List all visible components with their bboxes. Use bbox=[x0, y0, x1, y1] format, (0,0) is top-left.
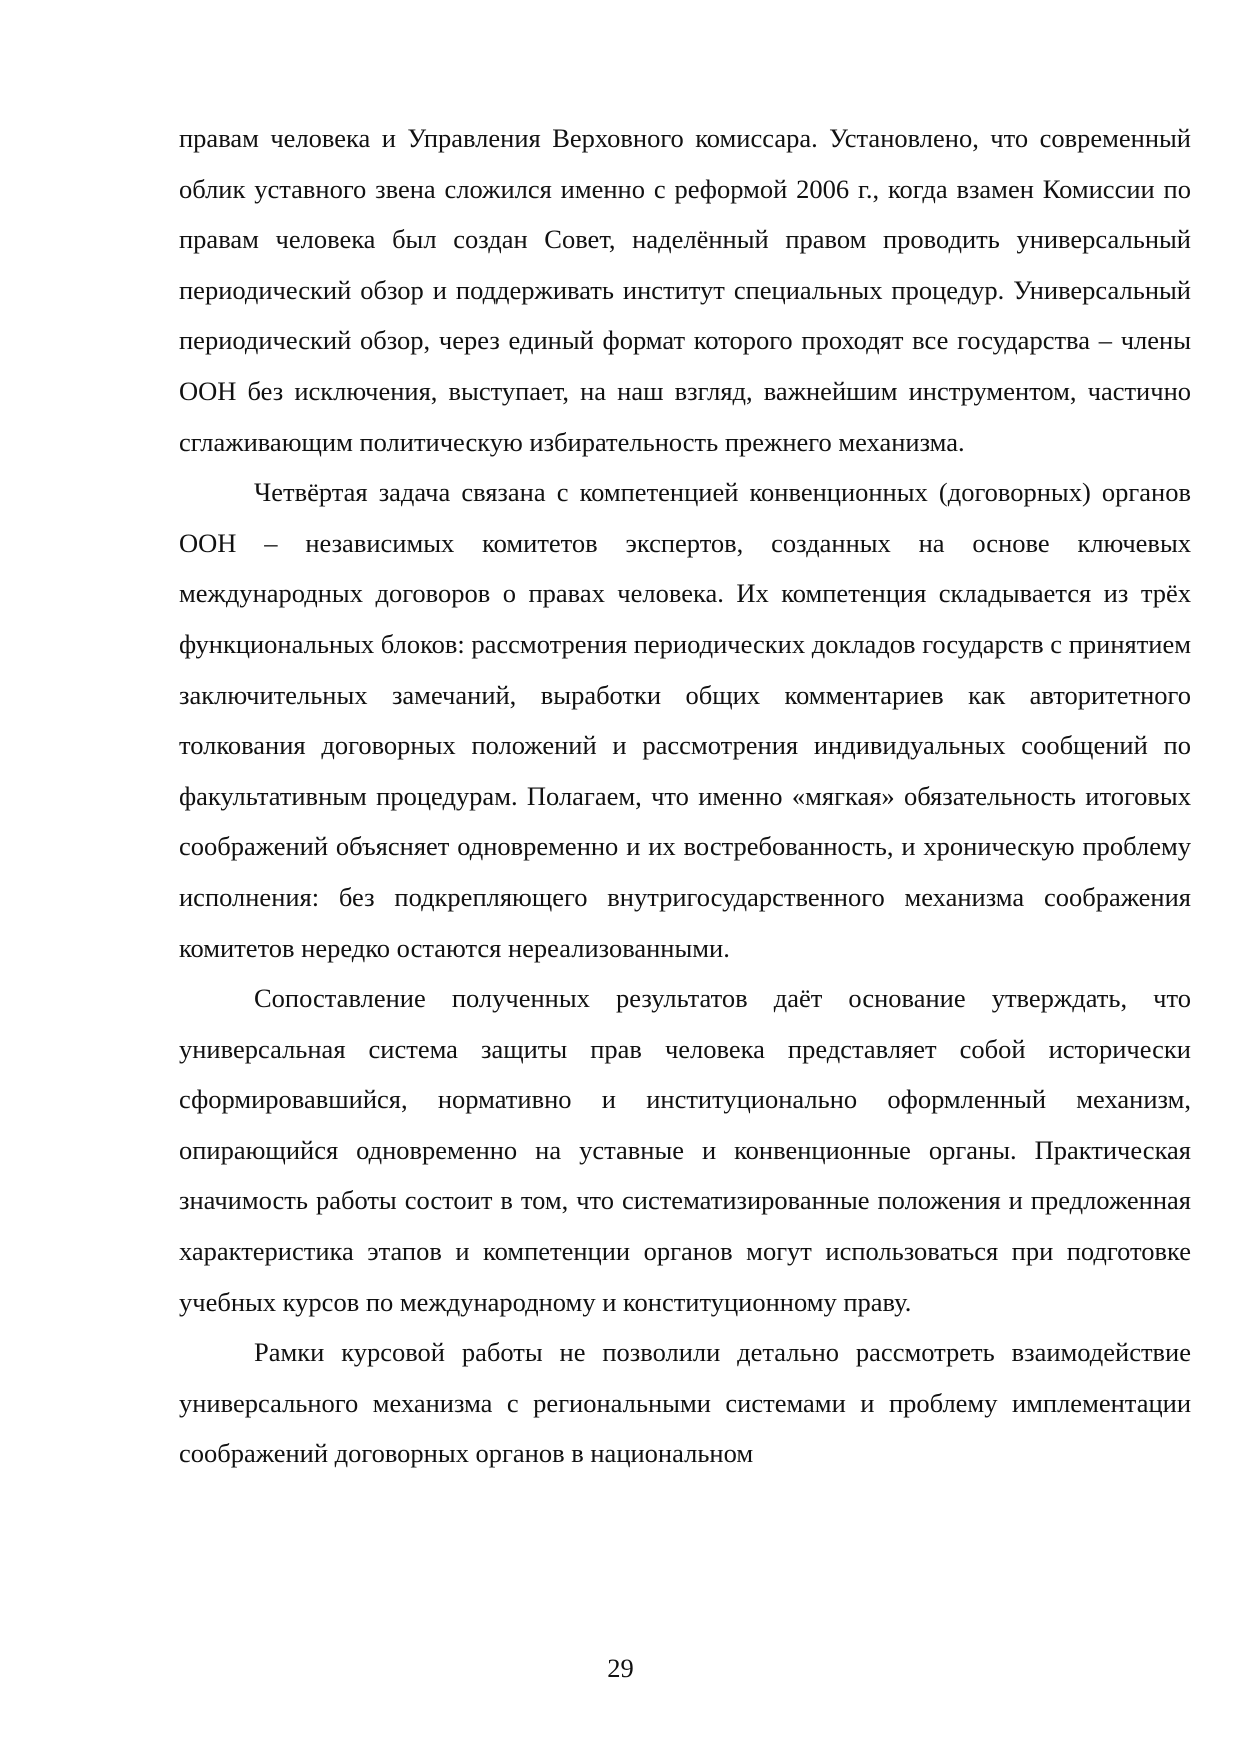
paragraph-comparison: Сопоставление полученных результатов даёт основание утверждать, что универсальная система защиты прав человека представляет собой исторически сформировавшийся, нормативно и институционально оформленный механизм, опирающийся одновременно на уставные и конвенционные органы. Практическая значимость работы состоит в том, что систематизированные положения и предложенная характеристика этапов и компетенции органов могут использоваться при подготовке учебных курсов по международному и конституционному праву. bbox=[179, 983, 1191, 1317]
paragraph-limitations: Рамки курсовой работы не позволили детально рассмотреть взаимодействие универсального механизма с региональными системами и проблему имплементации соображений договорных органов в национальном bbox=[179, 1337, 1191, 1469]
paragraph-fourth-task: Четвёртая задача связана с компетенцией конвенционных (договорных) органов ООН – независимых комитетов экспертов, созданных на основе ключевых международных договоров о правах человека. Их компетенция складывается из трёх функциональных блоков: рассмотрения периодических докладов государств с принятием заключительных замечаний, выработки общих комментариев как авторитетного толкования договорных положений и рассмотрения индивидуальных сообщений по факультативным процедурам. Полагаем, что именно «мягкая» обязательность итоговых соображений объясняет одновременно и их востребованность, и хроническую проблему исполнения: без подкрепляющего внутригосударственного механизма соображения комитетов нередко остаются нереализованными. bbox=[179, 477, 1191, 963]
page-number: 29 bbox=[607, 1653, 634, 1683]
body-text bbox=[179, 113, 1191, 1479]
paragraph-continued: правам человека и Управления Верховного комиссара. Установлено, что современный облик уставного звена сложился именно с реформой 2006 г., когда взамен Комиссии по правам человека был создан Совет, наделённый правом проводить универсальный периодический обзор и поддерживать институт специальных процедур. Универсальный периодический обзор, через единый формат которого проходят все государства – члены ООН без исключения, выступает, на наш взгляд, важнейшим инструментом, частично сглаживающим политическую избирательность прежнего механизма. bbox=[179, 123, 1191, 457]
